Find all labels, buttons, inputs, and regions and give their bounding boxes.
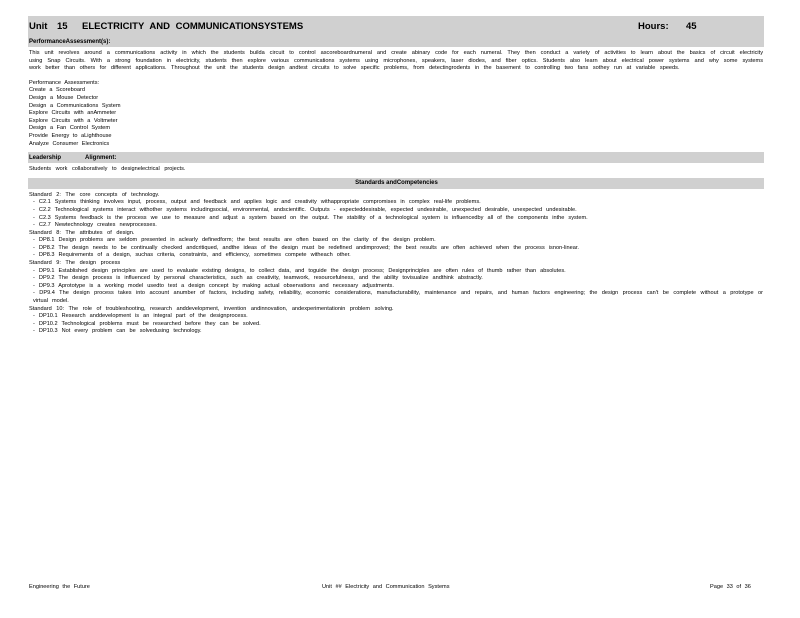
assessment-list <box>29 80 763 148</box>
unit-label: Unit <box>29 20 48 32</box>
competency-item: - DP9.3 Aprototype is a working model usedto test a design concept by making actual observations and necessary adjustments. <box>33 282 394 289</box>
list-item: Analyze Consumer Electronics <box>29 140 110 147</box>
standards-heading: Standards andCompetencies <box>28 178 764 189</box>
unit-title-bar <box>28 16 764 36</box>
competency-item: - DP8.2 The design needs to be continually checked andcritiqued, andthe ideas of the design must be redefined andimproved; the best results are often achieved when the process isnon-linear. <box>33 244 579 251</box>
list-item: Provide Energy to aLighthouse <box>29 132 112 139</box>
performance-assessment-heading: PerformanceAssessment(s): <box>28 36 764 47</box>
competency-item: - C2.7 Newtechnology creates newprocesses. <box>33 222 157 229</box>
list-item: Design a Communications System <box>29 102 121 109</box>
list-item: Design a Mouse Detector <box>29 94 99 101</box>
leadership-text: Students work collaboratively to designelectrical projects. <box>29 166 186 173</box>
leadership-section <box>28 163 764 178</box>
unit-title: ELECTRICITY AND COMMUNICATIONSYSTEMS <box>82 20 304 32</box>
competency-item: - DP9.4 The design process takes into account anumber of factors, including safety, reliability, economic considerations, manufacturability, maintenance and repairs, and human factors engineering; the design process can't be complete without a prototype or virtual model. <box>33 290 763 305</box>
standard-heading: Standard 9: The design process <box>29 260 121 267</box>
competency-item: - DP10.3 Not every problem can be solvedusing technology. <box>33 328 202 335</box>
performance-assessment-section <box>28 47 764 152</box>
list-item: Explore Circuits with anAmmeter <box>29 110 117 117</box>
hours-value: 45 <box>686 20 697 32</box>
hours-label: Hours: <box>638 20 669 32</box>
leadership-heading: Leadership Alignment: <box>28 152 764 163</box>
standard-heading: Standard 2: The core concepts of technology. <box>29 191 160 198</box>
footer-unit: Unit ## Electricity and Communication Systems <box>322 584 450 590</box>
competency-item: - C2.3 Systems feedback is the process we use to measure and adjust a system based on the output. The stability of a technological system is influencedby all of the components inthe system. <box>33 214 588 221</box>
competency-item: - C2.2 Technological systems interact withother systems includingsocial, environmental, andscientific. Outputs - expecteddesirable, expected undesirable, unexpected desirable, unexpected undesirable. <box>33 206 577 213</box>
footer-course: Engineering the Future <box>29 584 90 590</box>
list-item: Design a Fan Control System <box>29 125 111 132</box>
footer-page-number: Page 33 of 36 <box>710 584 751 590</box>
standard-heading: Standard 8: The attributes of design. <box>29 229 135 236</box>
list-item: Create a Scoreboard <box>29 87 85 94</box>
competency-item: - DP9.2 The design process is influenced by personal characteristics, such as creativity, teamwork, resourcefulness, and the ability tovisualize andthink abstractly. <box>33 275 483 282</box>
unit-description: This unit revolves around a communications activity in which the students builda circuit to control ascoreboardnumeral and create abinary code for each numeral. They then conduct a variety of activities to learn about the basics of circuit electricity using Snap Circuits. With a strong foundation in electricity, students then explore various communications systems using microphones, speakers, laser diodes, and fiber optics. Students also learn about electrical power systems and why some systems work better than others for different applications. Throughout the unit the students design andtest circuits to solve specific problems, from detectingrodents in the basement to controlling two fans sothey run at variable speeds. <box>29 50 763 72</box>
competency-item: - C2.1 Systems thinking involves input, process, output and feedback and applies logic and creativity withappropriate compromises in complex real-life problems. <box>33 199 481 206</box>
competency-item: - DP10.2 Technological problems must be researched before they can be solved. <box>33 320 261 327</box>
competency-item: - DP8.1 Design problems are seldom presented in aclearly definedform; the best results are often based on the clarity of the design problem. <box>33 237 436 244</box>
competency-item: - DP9.1 Established design principles are used to evaluate existing designs, to collect data, and toguide the design process; Designprinciples are often rules of thumb rather than absolutes. <box>33 267 566 274</box>
standard-heading: Standard 10: The role of troubleshooting, research anddevelopment, invention andinnovation, andexperimentationin problem solving. <box>29 305 394 312</box>
standards-section <box>28 189 764 340</box>
competency-item: - DP10.1 Research anddevelopment is an integral part of the designprocess. <box>33 313 248 320</box>
list-item: Explore Circuits with a Voltmeter <box>29 117 118 124</box>
unit-number: 15 <box>57 20 68 32</box>
assessment-list-heading: Performance Assessments: <box>29 79 100 86</box>
document-page <box>28 16 764 340</box>
competency-item: - DP8.3 Requirements of a design, suchas criteria, constraints, and efficiency, sometimes compete witheach other. <box>33 252 351 259</box>
